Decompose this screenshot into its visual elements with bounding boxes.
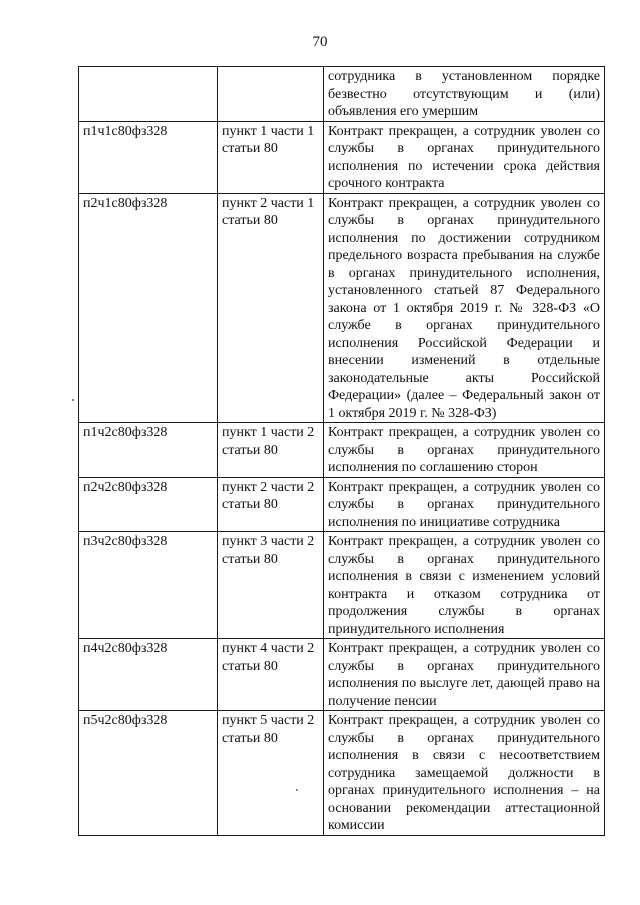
code-cell: п5ч2с80фз328 xyxy=(79,711,218,836)
table-row xyxy=(79,193,605,423)
article-cell: пункт 1 части 1 статьи 80 xyxy=(218,121,324,193)
table-row xyxy=(79,423,605,478)
description-cell: Контракт прекращен, а сотрудник уволен со службы в органах принудительного исполнения в связи с изменением условий контракта и отказом сотрудника от продолжения службы в органах принудительного исполнения xyxy=(324,532,605,639)
description-cell: Контракт прекращен, а сотрудник уволен со службы в органах принудительного исполнения по соглашению сторон xyxy=(324,423,605,478)
article-cell: пункт 1 части 2 статьи 80 xyxy=(218,423,324,478)
article-cell: пункт 3 части 2 статьи 80 xyxy=(218,532,324,639)
table-row xyxy=(79,477,605,532)
page-number: 70 xyxy=(312,34,328,50)
article-cell: пункт 4 части 2 статьи 80 xyxy=(218,639,324,711)
code-cell: п4ч2с80фз328 xyxy=(79,639,218,711)
description-cell: Контракт прекращен, а сотрудник уволен со службы в органах принудительного исполнения по достижении сотрудником предельного возраста пребывания на службе в органах принудительного исполнения, установленного статьей 87 Федерального закона от 1 октября 2019 г. № 328-ФЗ «О службе в органах принудительного исполнения Российской Федерации и внесении изменений в отдельные законодательные акты Российской Федерации» (далее – Федеральный закон от 1 октября 2019 г. № 328-ФЗ) xyxy=(324,193,605,423)
scan-speck xyxy=(296,789,298,791)
table-row xyxy=(79,711,605,836)
description-cell: Контракт прекращен, а сотрудник уволен со службы в органах принудительного исполнения по инициативе сотрудника xyxy=(324,477,605,532)
table-row xyxy=(79,639,605,711)
code-cell: п2ч2с80фз328 xyxy=(79,477,218,532)
dismissal-codes-table xyxy=(78,66,605,836)
article-cell: пункт 5 части 2 статьи 80 xyxy=(218,711,324,836)
code-cell: п3ч2с80фз328 xyxy=(79,532,218,639)
code-cell: п1ч1с80фз328 xyxy=(79,121,218,193)
table-row xyxy=(79,67,605,122)
table-body xyxy=(79,67,605,836)
code-cell: п2ч1с80фз328 xyxy=(79,193,218,423)
article-cell xyxy=(218,67,324,122)
table-row xyxy=(79,121,605,193)
article-cell: пункт 2 части 2 статьи 80 xyxy=(218,477,324,532)
description-cell: Контракт прекращен, а сотрудник уволен со службы в органах принудительного исполнения в связи с несоответствием сотрудника замещаемой должности в органах принудительного исполнения – на основании рекомендации аттестационной комиссии xyxy=(324,711,605,836)
table-row xyxy=(79,532,605,639)
code-cell: п1ч2с80фз328 xyxy=(79,423,218,478)
description-cell: сотрудника в установленном порядке безвестно отсутствующим и (или) объявления его умершим xyxy=(324,67,605,122)
description-cell: Контракт прекращен, а сотрудник уволен со службы в органах принудительного исполнения по истечении срока действия срочного контракта xyxy=(324,121,605,193)
scan-speck xyxy=(72,399,74,401)
code-cell xyxy=(79,67,218,122)
description-cell: Контракт прекращен, а сотрудник уволен со службы в органах принудительного исполнения по выслуге лет, дающей право на получение пенсии xyxy=(324,639,605,711)
article-cell: пункт 2 части 1 статьи 80 xyxy=(218,193,324,423)
